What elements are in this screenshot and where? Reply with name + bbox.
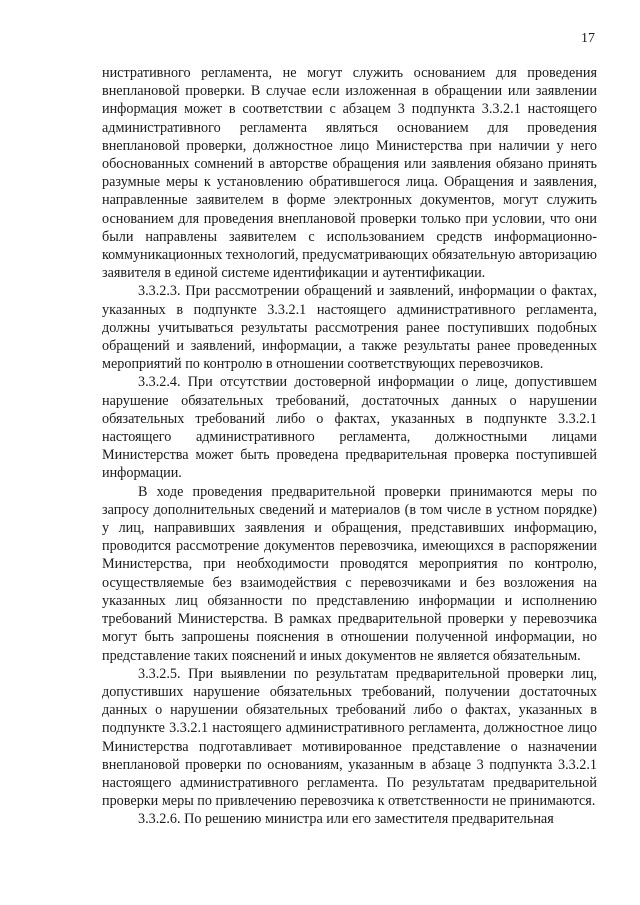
paragraph-preliminary-check: В ходе проведения предварительной проверки принимаются меры по запросу дополнительных сведений и материалов (в том числе в устном порядке) у лиц, направивших заявления и обращения, представивших информацию, проводится рассмотрение документов перевозчика, имеющихся в распоряжении Министерства, при необходимости проводятся мероприятия по контролю, осуществляемые без взаимодействия с перевозчиками и без возложения на указанных лиц обязанности по представлению информации и исполнению требований Министерства. В рамках предварительной проверки у перевозчика могут быть запрошены пояснения в отношении полученной информации, но представление таких пояснений и иных документов не является обязательным. xyxy=(102,483,597,664)
paragraph-3-3-2-4: 3.3.2.4. При отсутствии достоверной информации о лице, допустившем нарушение обязательных требований, достаточных данных о нарушении обязательных требований либо о фактах, указанных в подпункте 3.3.2.1 настоящего административного регламента, должностными лицами Министерства может быть проведена предварительная проверка поступившей информации. xyxy=(102,374,597,482)
paragraph-3-3-2-3: 3.3.2.3. При рассмотрении обращений и заявлений, информации о фактах, указанных в подпункте 3.3.2.1 настоящего административного регламента, должны учитываться результаты рассмотрения ранее поступивших подобных обращений и заявлений, информации, а также результаты ранее проведенных мероприятий по контролю в отношении соответствующих перевозчиков. xyxy=(102,283,597,373)
paragraph-3-3-2-6: 3.3.2.6. По решению министра или его заместителя предварительная xyxy=(138,811,554,828)
body-text xyxy=(102,64,597,829)
page-number: 17 xyxy=(581,31,595,46)
paragraph-continuation: нистративного регламента, не могут служить основанием для проведения внеплановой проверки. В случае если изложенная в обращении или заявлении информация может в соответствии с абзацем 3 подпункта 3.3.2.1 настоящего административного регламента являться основанием для проведения внеплановой проверки, должностное лицо Министерства при наличии у него обоснованных сомнений в авторстве обращения или заявления обязано принять разумные меры к установлению обратившегося лица. Обращения и заявления, направленные заявителем в форме электронных документов, могут служить основанием для проведения внеплановой проверки только при условии, что они были направлены заявителем с использованием средств информационно-коммуникационных технологий, предусматривающих обязательную авторизацию заявителя в единой системе идентификации и аутентификации. xyxy=(102,65,597,282)
paragraph-3-3-2-5: 3.3.2.5. При выявлении по результатам предварительной проверки лиц, допустивших нарушение обязательных требований, получении достаточных данных о нарушении обязательных требований либо о фактах, указанных в подпункте 3.3.2.1 настоящего административного регламента, должностное лицо Министерства подготавливает мотивированное представление о назначении внеплановой проверки по основаниям, указанным в абзаце 3 подпункта 3.3.2.1 настоящего административного регламента. По результатам предварительной проверки меры по привлечению перевозчика к ответственности не принимаются. xyxy=(102,665,597,810)
